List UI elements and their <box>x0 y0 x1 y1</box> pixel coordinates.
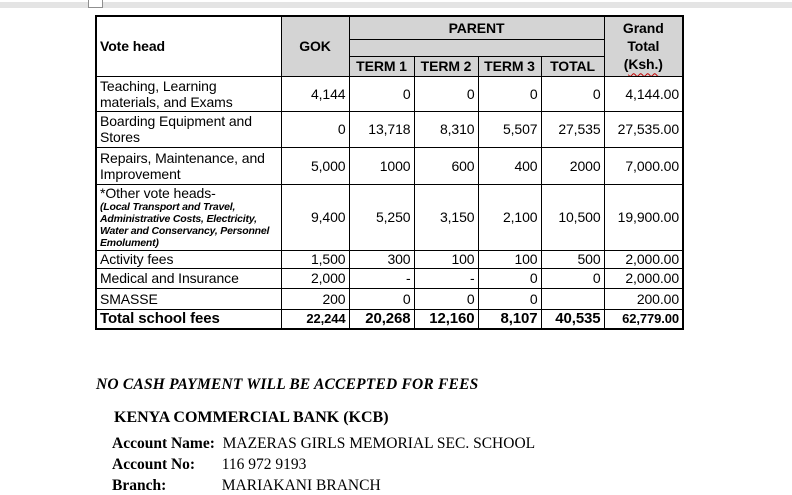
table-row-activity <box>96 250 683 268</box>
cell-gok: 5,000 <box>281 147 349 184</box>
bank-name: KENYA COMMERCIAL BANK (KCB) <box>114 409 389 426</box>
cell-term1: 1000 <box>349 147 414 184</box>
grand-total-header <box>604 16 683 76</box>
table-row-smasse <box>96 288 683 309</box>
account-name-label: Account Name: <box>112 435 215 452</box>
account-no-label: Account No: <box>112 456 196 473</box>
page-boundary-strip <box>0 2 792 8</box>
cell-term2: 8,310 <box>414 111 478 147</box>
cell-term1: 0 <box>349 76 414 111</box>
cell-term2: 3,150 <box>414 184 478 250</box>
grand-total-line3: (Ksh.) <box>623 56 663 73</box>
fees-table <box>95 15 684 330</box>
cell-gok: 4,144 <box>281 76 349 111</box>
cell-total: 500 <box>541 250 604 268</box>
cell-term1: 20,268 <box>349 309 414 329</box>
term1-header: TERM 1 <box>349 56 414 76</box>
grand-total-line1: Grand <box>622 20 664 37</box>
cell-total: 27,535 <box>541 111 604 147</box>
parent-empty-cell <box>349 39 604 56</box>
cell-term2: 0 <box>414 76 478 111</box>
term2-header: TERM 2 <box>414 56 478 76</box>
cell-gok: 2,000 <box>281 268 349 288</box>
cell-term3: 100 <box>478 250 541 268</box>
cell-term1: 0 <box>349 288 414 309</box>
cell-term3: 8,107 <box>478 309 541 329</box>
cell-gok: 9,400 <box>281 184 349 250</box>
table-row-medical <box>96 268 683 288</box>
cell-grand: 27,535.00 <box>604 111 683 147</box>
cell-total: 2000 <box>541 147 604 184</box>
row-label: Activity fees <box>96 250 281 268</box>
other-vote-heads-detail: (Local Transport and Travel, Administrative Costs, Electricity, Water and Conservancy, Personnel Emolument) <box>100 201 270 249</box>
cell-grand: 7,000.00 <box>604 147 683 184</box>
cell-term1: 300 <box>349 250 414 268</box>
cell-grand: 19,900.00 <box>604 184 683 250</box>
cell-term2: 12,160 <box>414 309 478 329</box>
branch-line <box>112 475 535 495</box>
cell-term1: 5,250 <box>349 184 414 250</box>
cell-term3: 5,507 <box>478 111 541 147</box>
bank-details <box>112 409 535 495</box>
row-label: Teaching, Learning materials, and Exams <box>96 76 281 111</box>
table-row-teaching <box>96 76 683 111</box>
ksh-misspelled-word: Ksh. <box>628 56 659 73</box>
table-header-row-1 <box>96 16 683 39</box>
cell-gok: 22,244 <box>281 309 349 329</box>
grand-total-line2: Total <box>627 38 660 55</box>
row-label <box>96 184 281 250</box>
other-vote-heads-title: *Other vote heads- <box>100 185 216 201</box>
cell-term3: 0 <box>478 268 541 288</box>
cell-total: 10,500 <box>541 184 604 250</box>
table-row-total <box>96 309 683 329</box>
cell-gok: 1,500 <box>281 250 349 268</box>
cell-gok: 200 <box>281 288 349 309</box>
cell-total: 40,535 <box>541 309 604 329</box>
row-label: Boarding Equipment and Stores <box>96 111 281 147</box>
row-label: Medical and Insurance <box>96 268 281 288</box>
cell-grand: 2,000.00 <box>604 250 683 268</box>
table-resize-handle[interactable] <box>88 0 103 8</box>
table-row-boarding <box>96 111 683 147</box>
cell-gok: 0 <box>281 111 349 147</box>
cell-term1: - <box>349 268 414 288</box>
account-no-line <box>112 454 535 475</box>
parent-header: PARENT <box>349 16 604 39</box>
total-row-label: Total school fees <box>96 309 281 329</box>
cell-grand: 4,144.00 <box>604 76 683 111</box>
cell-term2: 0 <box>414 288 478 309</box>
cell-grand: 200.00 <box>604 288 683 309</box>
gok-header: GOK <box>281 16 349 76</box>
cell-total <box>541 288 604 309</box>
row-label: Repairs, Maintenance, and Improvement <box>96 147 281 184</box>
cell-total: 0 <box>541 268 604 288</box>
account-no-value: 116 972 9193 <box>221 456 307 473</box>
total-header: TOTAL <box>541 56 604 76</box>
cell-total: 0 <box>541 76 604 111</box>
cell-grand: 2,000.00 <box>604 268 683 288</box>
cell-term3: 400 <box>478 147 541 184</box>
branch-label: Branch: <box>112 477 167 494</box>
term3-header: TERM 3 <box>478 56 541 76</box>
account-name-value: MAZERAS GIRLS MEMORIAL SEC. SCHOOL <box>222 435 536 452</box>
cell-term3: 0 <box>478 288 541 309</box>
account-name-line <box>112 433 535 454</box>
cell-term2: 600 <box>414 147 478 184</box>
cell-term1: 13,718 <box>349 111 414 147</box>
table-row-repairs <box>96 147 683 184</box>
cell-term2: - <box>414 268 478 288</box>
cell-grand: 62,779.00 <box>604 309 683 329</box>
cell-term2: 100 <box>414 250 478 268</box>
table-row-other-vote-heads <box>96 184 683 250</box>
cell-term3: 2,100 <box>478 184 541 250</box>
row-label: SMASSE <box>96 288 281 309</box>
cell-term3: 0 <box>478 76 541 111</box>
no-cash-notice: NO CASH PAYMENT WILL BE ACCEPTED FOR FEES <box>96 376 479 393</box>
branch-value: MARIAKANI BRANCH <box>221 477 381 494</box>
vote-head-header: Vote head <box>96 16 281 76</box>
